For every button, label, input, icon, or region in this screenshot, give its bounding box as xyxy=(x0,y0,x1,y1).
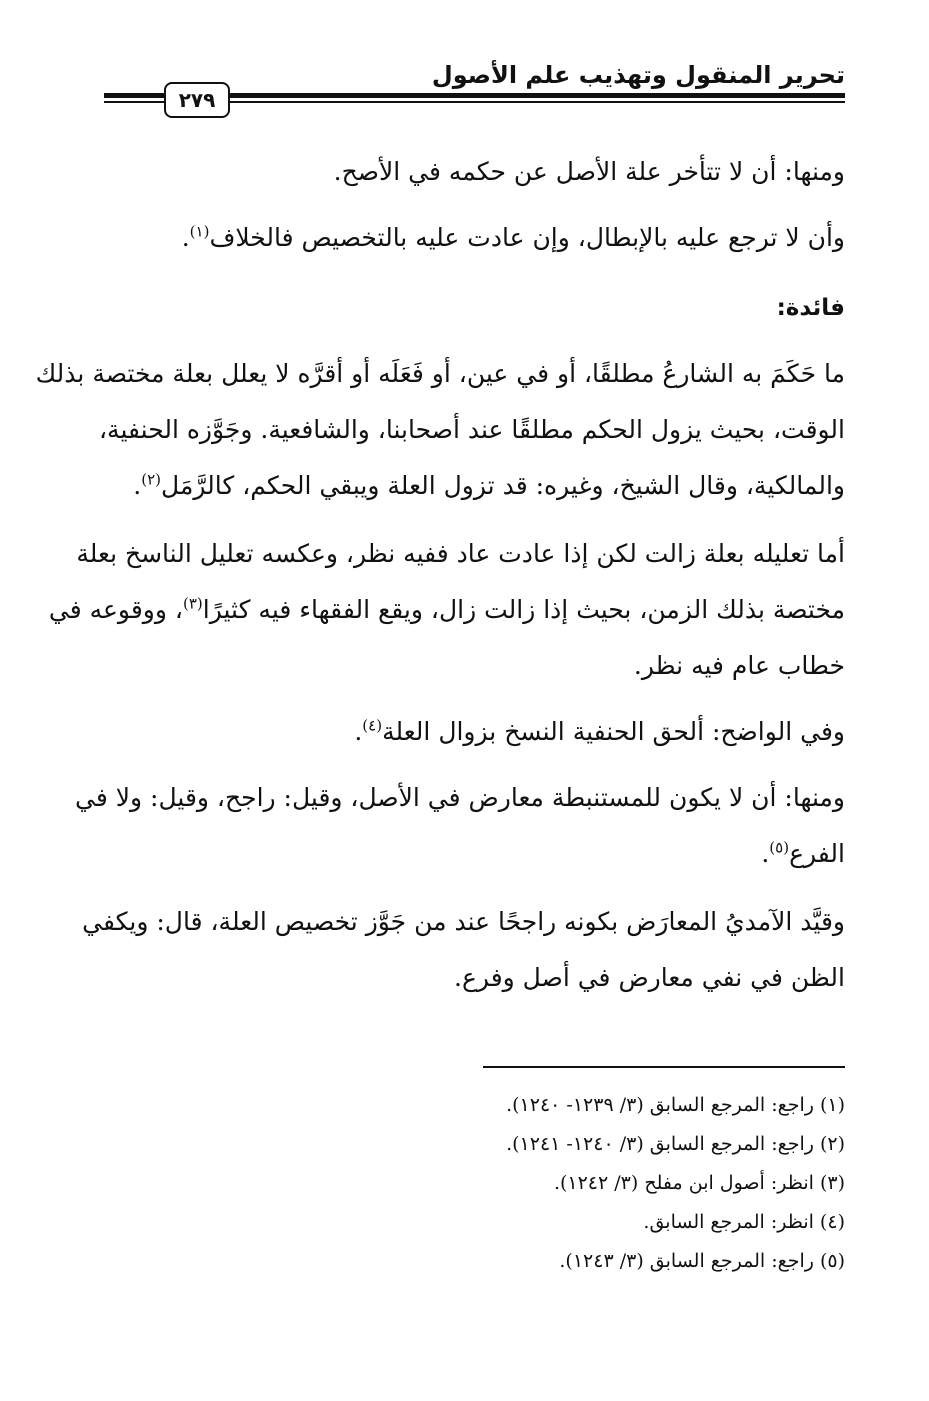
paragraph-line xyxy=(104,464,845,508)
line-text: والمالكية، وقال الشيخ، وغيره: قد تزول العلة ويبقي الحكم، كالرَّمَل xyxy=(161,471,845,500)
line-end: . xyxy=(133,471,142,500)
header-rule-left xyxy=(104,93,164,98)
footnote-ref[interactable]: (٥) xyxy=(769,838,790,857)
paragraph-line: ما حَكَمَ به الشارعُ مطلقًا، أو في عين، أو فَعَلَه أو أقرَّه لا يعلل بعلة مختصة بذلك xyxy=(35,359,845,388)
line-end: . xyxy=(761,839,770,868)
paragraph-line: الظن في نفي معارض في أصل وفرع. xyxy=(454,963,845,992)
footnote-ref[interactable]: (٢) xyxy=(141,470,162,489)
paragraph-line: الوقت، بحيث يزول الحكم مطلقًا عند أصحابنا، والشافعية. وجَوَّزه الحنفية، xyxy=(98,415,845,444)
footnote-separator xyxy=(483,1066,845,1068)
line-text: وفي الواضح: ألحق الحنفية النسخ بزوال العلة xyxy=(382,717,845,746)
footnote-ref[interactable]: (١) xyxy=(189,222,210,241)
paragraph-line xyxy=(104,710,845,754)
line-text: مختصة بذلك الزمن، بحيث إذا زالت زال، ويقع الفقهاء فيه كثيرًا xyxy=(202,595,845,624)
footnote-ref[interactable]: (٤) xyxy=(362,716,383,735)
line-end: . xyxy=(354,717,363,746)
paragraph-line xyxy=(104,216,845,260)
paragraph-line: وقيَّد الآمديُ المعارَض بكونه راجحًا عند من جَوَّز تخصيص العلة، قال: ويكفي xyxy=(82,907,845,936)
footnote-ref[interactable]: (٣) xyxy=(182,594,203,613)
line-text: الفرع xyxy=(789,839,845,868)
header-rule-thin xyxy=(228,101,845,103)
footnote: (٢) راجع: المرجع السابق (٣/ ١٢٤٠- ١٢٤١). xyxy=(506,1133,845,1155)
line-text: وأن لا ترجع عليه بالإبطال، وإن عادت عليه بالتخصيص فالخلاف xyxy=(209,223,845,252)
line-end: . xyxy=(181,223,190,252)
running-title: تحرير المنقول وتهذيب علم الأصول xyxy=(431,61,845,89)
footnote: (٥) راجع: المرجع السابق (٣/ ١٢٤٣). xyxy=(559,1250,845,1272)
footnote: (٤) انظر: المرجع السابق. xyxy=(643,1211,845,1233)
footnote: (١) راجع: المرجع السابق (٣/ ١٢٣٩- ١٢٤٠). xyxy=(506,1094,845,1116)
section-heading: فائدة: xyxy=(776,295,845,321)
paragraph-line: ومنها: أن لا يكون للمستنبطة معارض في الأصل، وقيل: راجح، وقيل: ولا في xyxy=(75,783,845,812)
footnote: (٣) انظر: أصول ابن مفلح (٣/ ١٢٤٢). xyxy=(553,1172,845,1194)
page-number: ٢٧٩ xyxy=(164,82,230,118)
paragraph-line: خطاب عام فيه نظر. xyxy=(633,651,845,680)
paragraph-line: أما تعليله بعلة زالت لكن إذا عادت عاد ففيه نظر، وعكسه تعليل الناسخ بعلة xyxy=(76,539,845,568)
line-end: ، ووقوعه في xyxy=(48,595,183,624)
header-rule-left-thin xyxy=(104,101,164,103)
paragraph-line: ومنها: أن لا تتأخر علة الأصل عن حكمه في الأصح. xyxy=(333,157,845,186)
header-rule xyxy=(228,93,845,98)
paragraph-line xyxy=(104,832,845,876)
paragraph-line xyxy=(48,588,845,632)
